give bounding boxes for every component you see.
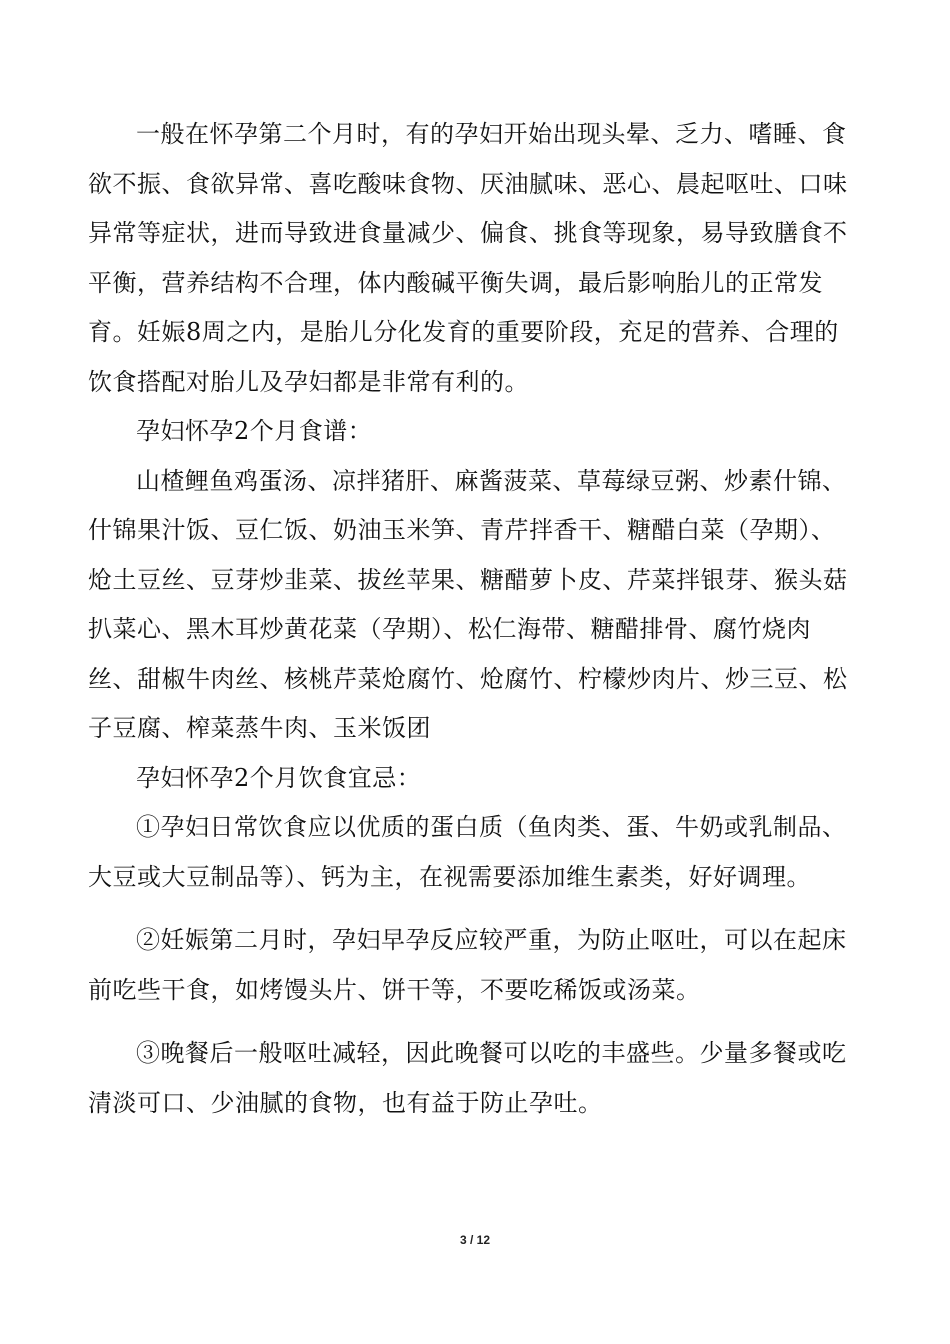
document-body xyxy=(88,110,858,1128)
paragraph-intro: 一般在怀孕第二个月时，有的孕妇开始出现头晕、乏力、嗜睡、食欲不振、食欲异常、喜吃酸味食物、厌油腻味、恶心、晨起呕吐、口味异常等症状，进而导致进食量减少、偏食、挑食等现象，易导致膳食不平衡，营养结构不合理，体内酸碱平衡失调，最后影响胎儿的正常发育。妊娠8周之内，是胎儿分化发育的重要阶段，充足的营养、合理的饮食搭配对胎儿及孕妇都是非常有利的。 xyxy=(88,120,848,396)
paragraph-guideline-1: ①孕妇日常饮食应以优质的蛋白质（鱼肉类、蛋、牛奶或乳制品、大豆或大豆制品等）、钙为主，在视需要添加维生素类，好好调理。 xyxy=(88,813,847,891)
paragraph-recipe-list: 山楂鲤鱼鸡蛋汤、凉拌猪肝、麻酱菠菜、草莓绿豆粥、炒素什锦、什锦果汁饭、豆仁饭、奶油玉米笋、青芹拌香干、糖醋白菜（孕期）、炝土豆丝、豆芽炒韭菜、拔丝苹果、糖醋萝卜皮、芹菜拌银芽、猴头菇扒菜心、黑木耳炒黄花菜（孕期）、松仁海带、糖醋排骨、腐竹烧肉丝、甜椒牛肉丝、核桃芹菜炝腐竹、炝腐竹、柠檬炒肉片、炒三豆、松子豆腐、榨菜蒸牛肉、玉米饭团 xyxy=(88,466,848,742)
heading-diet-guidelines: 孕妇怀孕2个月饮食宜忌： xyxy=(136,763,422,792)
page-number: 3 / 12 xyxy=(459,1233,491,1247)
heading-recipes: 孕妇怀孕2个月食谱： xyxy=(136,417,373,445)
paragraph-guideline-2: ②妊娠第二月时，孕妇早孕反应较严重，为防止呕吐，可以在起床前吃些干食，如烤馒头片、饼干等，不要吃稀饭或汤菜。 xyxy=(88,926,847,1004)
paragraph-guideline-3: ③晚餐后一般呕吐减轻，因此晚餐可以吃的丰盛些。少量多餐或吃清淡可口、少油腻的食物，也有益于防止孕吐。 xyxy=(88,1039,847,1117)
